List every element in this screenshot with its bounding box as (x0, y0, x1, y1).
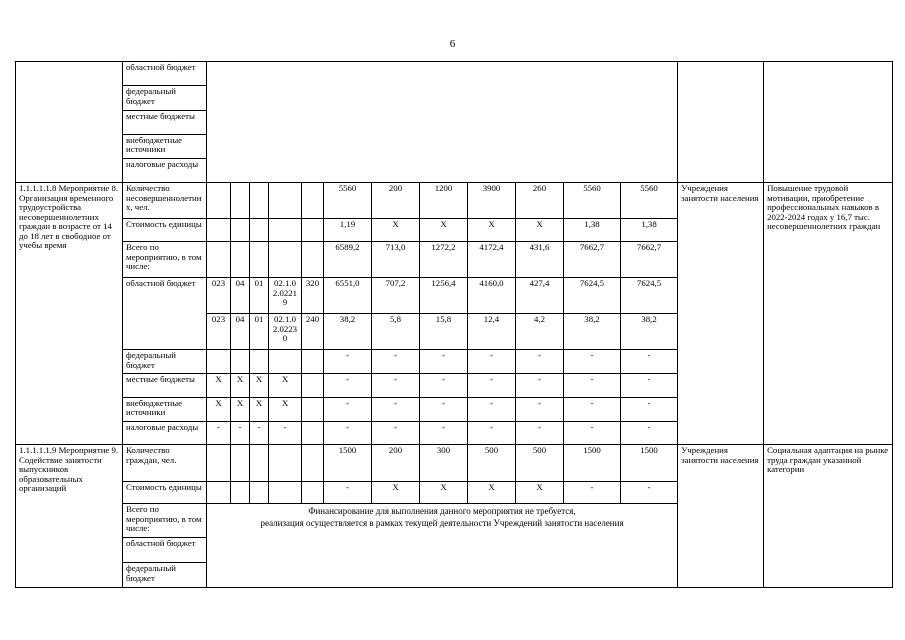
grbs-code (207, 183, 231, 219)
value-cell: - (420, 374, 468, 398)
value-cell: 707,2 (372, 278, 420, 314)
value-cell: - (324, 397, 372, 421)
value-cell: - (468, 397, 516, 421)
value-cell: 1500 (564, 445, 621, 481)
value-cell: 5560 (324, 183, 372, 219)
value-cell: 12,4 (468, 314, 516, 350)
csr-code (269, 481, 302, 504)
value-cell: X (516, 219, 564, 242)
csr-code (269, 219, 302, 242)
value-cell: 5560 (621, 183, 678, 219)
activity-cell (16, 62, 123, 183)
value-cell: - (516, 397, 564, 421)
value-cell: 15,8 (420, 314, 468, 350)
value-cell: 200 (372, 183, 420, 219)
value-cell: - (468, 421, 516, 445)
vr-code (302, 350, 324, 374)
value-cell: 1500 (621, 445, 678, 481)
value-cell: X (468, 481, 516, 504)
vr-code: 320 (302, 278, 324, 314)
row-label: областной бюджет (123, 278, 207, 350)
value-cell: X (372, 219, 420, 242)
value-cell: - (324, 481, 372, 504)
value-cell: - (516, 350, 564, 374)
vr-code: 240 (302, 314, 324, 350)
pr-code: - (250, 421, 269, 445)
value-cell: 38,2 (564, 314, 621, 350)
row-label: федеральный бюджет (123, 563, 207, 588)
value-cell: - (621, 374, 678, 398)
executor-cell (678, 62, 764, 183)
value-cell: 7662,7 (564, 242, 621, 278)
csr-code: 02.1.02.02230 (269, 314, 302, 350)
table-row (16, 183, 893, 219)
value-cell: - (324, 374, 372, 398)
value-cell: - (621, 481, 678, 504)
row-label: налоговые расходы (123, 421, 207, 445)
value-cell: - (516, 421, 564, 445)
vr-code (302, 445, 324, 481)
value-cell: 7624,5 (621, 278, 678, 314)
rz-code: X (231, 374, 250, 398)
executor-cell: Учреждения занятости населения (678, 183, 764, 445)
rz-code (231, 183, 250, 219)
rz-code (231, 445, 250, 481)
row-label: Всего по мероприятию, в том числе: (123, 242, 207, 278)
table-row (16, 445, 893, 481)
value-cell: 4172,4 (468, 242, 516, 278)
grbs-code: - (207, 421, 231, 445)
value-cell: - (324, 350, 372, 374)
value-cell: 260 (516, 183, 564, 219)
value-cell: - (564, 421, 621, 445)
value-cell: 38,2 (621, 314, 678, 350)
rz-code (231, 350, 250, 374)
table-row (16, 62, 893, 86)
value-cell: 300 (420, 445, 468, 481)
rz-code: 04 (231, 278, 250, 314)
value-cell: 200 (372, 445, 420, 481)
rz-code: X (231, 397, 250, 421)
csr-code (269, 183, 302, 219)
rz-code: - (231, 421, 250, 445)
value-cell: - (420, 421, 468, 445)
result-cell: Повышение трудовой мотивации, приобретение профессиональных навыков в 2022-2024 годах у 16,7 тыс. несовершеннолетних граждан (764, 183, 893, 445)
pr-code (250, 219, 269, 242)
value-cell: X (420, 219, 468, 242)
activity-name: 1.1.1.1.1.9 Мероприятие 9. Содействие занятости выпускников образовательных организаций (16, 445, 123, 588)
grbs-code (207, 242, 231, 278)
value-cell: 38,2 (324, 314, 372, 350)
financing-note (207, 504, 678, 588)
grbs-code: X (207, 374, 231, 398)
value-cell: 1500 (324, 445, 372, 481)
pr-code (250, 242, 269, 278)
value-cell: - (564, 374, 621, 398)
value-cell: - (516, 374, 564, 398)
value-cell: 4160,0 (468, 278, 516, 314)
financing-note-line: Финансирование для выполнения данного мероприятия не требуется, (308, 506, 576, 517)
result-cell: Социальная адаптация на рынке труда граждан указанной категории (764, 445, 893, 588)
value-cell: - (621, 397, 678, 421)
page-number: 6 (449, 38, 456, 50)
financing-note-line: реализация осуществляется в рамках текущей деятельности Учреждений занятости населения (260, 518, 624, 529)
value-cell: X (468, 219, 516, 242)
vr-code (302, 481, 324, 504)
grbs-code: X (207, 397, 231, 421)
value-cell: - (621, 421, 678, 445)
value-cell: 1272,2 (420, 242, 468, 278)
row-label: областной бюджет (123, 538, 207, 563)
pr-code: 01 (250, 278, 269, 314)
activity-name: 1.1.1.1.1.8 Мероприятие 8. Организация временного трудоустройства несовершеннолетних граждан в возрасте от 14 до 18 лет в свободное от учебы время (16, 183, 123, 445)
pr-code: X (250, 397, 269, 421)
value-cell: 6589,2 (324, 242, 372, 278)
value-cell: - (420, 350, 468, 374)
value-cell: 4,2 (516, 314, 564, 350)
value-cell: - (372, 374, 420, 398)
value-cell: - (468, 350, 516, 374)
value-cell: - (468, 374, 516, 398)
value-cell: 3900 (468, 183, 516, 219)
csr-code (269, 350, 302, 374)
source-label: налоговые расходы (123, 159, 207, 183)
pr-code (250, 183, 269, 219)
row-label: Стоимость единицы (123, 481, 207, 504)
value-cell: 713,0 (372, 242, 420, 278)
source-label: местные бюджеты (123, 110, 207, 134)
grbs-code (207, 445, 231, 481)
value-cell: 1256,4 (420, 278, 468, 314)
value-cell: - (372, 350, 420, 374)
grbs-code: 023 (207, 314, 231, 350)
pr-code (250, 350, 269, 374)
source-label: областной бюджет (123, 62, 207, 86)
row-label: местные бюджеты (123, 374, 207, 398)
program-table (15, 61, 893, 588)
value-cell: 1,19 (324, 219, 372, 242)
pr-code: X (250, 374, 269, 398)
value-cell: 1,38 (564, 219, 621, 242)
value-cell: 427,4 (516, 278, 564, 314)
value-cell: - (324, 421, 372, 445)
grbs-code (207, 219, 231, 242)
vr-code (302, 374, 324, 398)
value-cell: - (621, 350, 678, 374)
csr-code: X (269, 397, 302, 421)
value-cell: X (420, 481, 468, 504)
rz-code (231, 481, 250, 504)
vr-code (302, 219, 324, 242)
row-label: Стоимость единицы (123, 219, 207, 242)
value-cell: - (420, 397, 468, 421)
csr-code: - (269, 421, 302, 445)
value-cell: X (516, 481, 564, 504)
grbs-code (207, 481, 231, 504)
grbs-code (207, 350, 231, 374)
vr-code (302, 421, 324, 445)
value-cell: 7624,5 (564, 278, 621, 314)
executor-cell: Учреждения занятости населения (678, 445, 764, 588)
value-cell: - (564, 350, 621, 374)
vr-code (302, 397, 324, 421)
row-label: Количество несовершеннолетних, чел. (123, 183, 207, 219)
row-label: внебюджетные источники (123, 397, 207, 421)
source-label: внебюджетные источники (123, 134, 207, 158)
value-cell: 431,6 (516, 242, 564, 278)
value-cell: 1,38 (621, 219, 678, 242)
vr-code (302, 183, 324, 219)
pr-code (250, 445, 269, 481)
csr-code: 02.1.02.02219 (269, 278, 302, 314)
value-cell: - (372, 421, 420, 445)
pr-code (250, 481, 269, 504)
value-cell: - (564, 481, 621, 504)
value-cell: 7662,7 (621, 242, 678, 278)
value-cell: - (372, 397, 420, 421)
value-cell: 1200 (420, 183, 468, 219)
value-cell: 500 (468, 445, 516, 481)
source-label: федеральный бюджет (123, 86, 207, 110)
rz-code: 04 (231, 314, 250, 350)
pr-code: 01 (250, 314, 269, 350)
rz-code (231, 219, 250, 242)
grbs-code: 023 (207, 278, 231, 314)
row-label: Количество граждан, чел. (123, 445, 207, 481)
row-label: Всего по мероприятию, в том числе: (123, 504, 207, 538)
row-label: федеральный бюджет (123, 350, 207, 374)
vr-code (302, 242, 324, 278)
csr-code (269, 445, 302, 481)
result-cell (764, 62, 893, 183)
value-cell: 5560 (564, 183, 621, 219)
value-cell: 6551,0 (324, 278, 372, 314)
value-cell: 500 (516, 445, 564, 481)
value-cell: - (564, 397, 621, 421)
value-cell: X (372, 481, 420, 504)
values-cell (207, 62, 678, 183)
rz-code (231, 242, 250, 278)
value-cell: 5,8 (372, 314, 420, 350)
csr-code (269, 242, 302, 278)
csr-code: X (269, 374, 302, 398)
